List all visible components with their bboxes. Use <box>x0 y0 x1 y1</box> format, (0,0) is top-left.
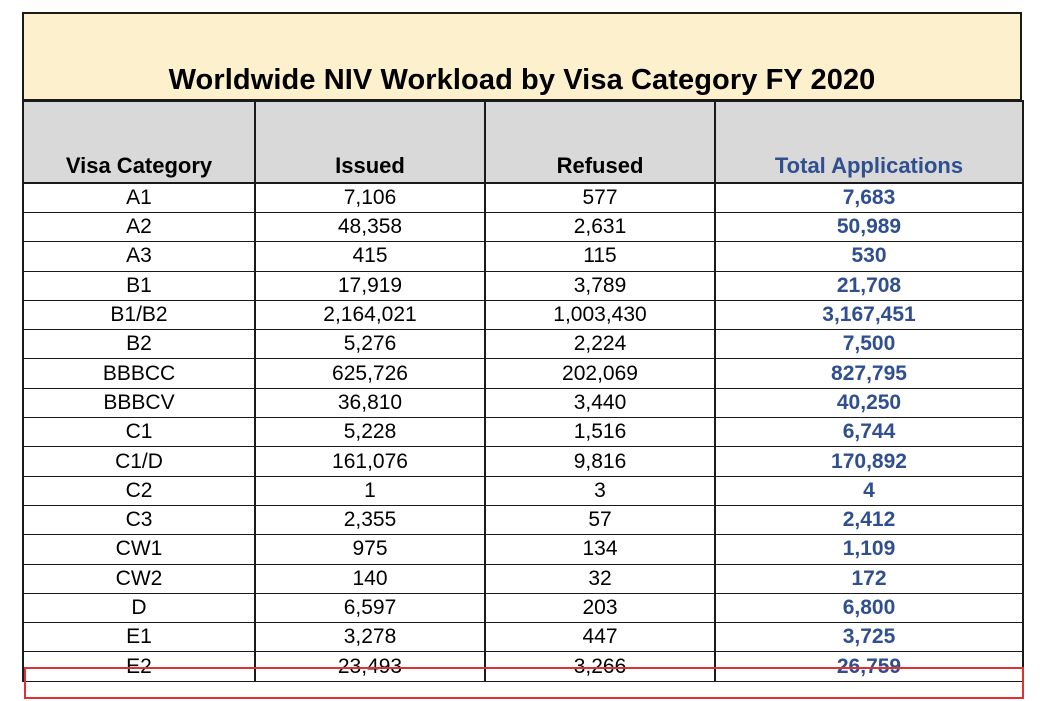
cell-issued: 975 <box>255 535 485 564</box>
cell-issued: 36,810 <box>255 388 485 417</box>
cell-total-applications: 26,759 <box>715 652 1023 681</box>
cell-issued: 3,278 <box>255 623 485 652</box>
cell-refused: 115 <box>485 242 715 271</box>
cell-issued: 7,106 <box>255 183 485 213</box>
table-row <box>23 359 1023 388</box>
cell-refused: 577 <box>485 183 715 213</box>
cell-total-applications: 827,795 <box>715 359 1023 388</box>
cell-issued: 5,276 <box>255 330 485 359</box>
cell-issued: 161,076 <box>255 447 485 476</box>
cell-issued: 6,597 <box>255 593 485 622</box>
cell-issued: 2,164,021 <box>255 300 485 329</box>
cell-total-applications: 3,725 <box>715 623 1023 652</box>
cell-total-applications: 7,500 <box>715 330 1023 359</box>
column-header-total-applications: Total Applications <box>715 101 1023 183</box>
cell-total-applications: 4 <box>715 476 1023 505</box>
table-row <box>23 476 1023 505</box>
cell-visa-category: B1 <box>23 271 255 300</box>
cell-refused: 202,069 <box>485 359 715 388</box>
cell-total-applications: 530 <box>715 242 1023 271</box>
cell-visa-category: A1 <box>23 183 255 213</box>
column-header-issued: Issued <box>255 101 485 183</box>
cell-visa-category: C2 <box>23 476 255 505</box>
cell-visa-category: C3 <box>23 505 255 534</box>
cell-issued: 1 <box>255 476 485 505</box>
table-row <box>23 652 1023 681</box>
cell-visa-category: A3 <box>23 242 255 271</box>
cell-issued: 2,355 <box>255 505 485 534</box>
table-row <box>23 388 1023 417</box>
cell-issued: 140 <box>255 564 485 593</box>
cell-total-applications: 170,892 <box>715 447 1023 476</box>
visa-workload-table <box>22 100 1024 682</box>
title-band <box>22 12 1022 100</box>
cell-visa-category: D <box>23 593 255 622</box>
cell-visa-category: B1/B2 <box>23 300 255 329</box>
cell-total-applications: 1,109 <box>715 535 1023 564</box>
cell-visa-category: BBBCC <box>23 359 255 388</box>
table-row <box>23 535 1023 564</box>
cell-total-applications: 50,989 <box>715 213 1023 242</box>
cell-issued: 415 <box>255 242 485 271</box>
table-row <box>23 593 1023 622</box>
cell-refused: 2,631 <box>485 213 715 242</box>
table-row <box>23 271 1023 300</box>
table-row <box>23 330 1023 359</box>
cell-refused: 9,816 <box>485 447 715 476</box>
cell-total-applications: 7,683 <box>715 183 1023 213</box>
column-header-refused: Refused <box>485 101 715 183</box>
cell-visa-category: C1/D <box>23 447 255 476</box>
cell-visa-category: BBBCV <box>23 388 255 417</box>
cell-visa-category: C1 <box>23 418 255 447</box>
cell-total-applications: 21,708 <box>715 271 1023 300</box>
table-row <box>23 505 1023 534</box>
cell-visa-category: E2 <box>23 652 255 681</box>
cell-refused: 3,440 <box>485 388 715 417</box>
column-header-visa-category: Visa Category <box>23 101 255 183</box>
cell-refused: 1,003,430 <box>485 300 715 329</box>
cell-refused: 134 <box>485 535 715 564</box>
table-row <box>23 564 1023 593</box>
cell-visa-category: B2 <box>23 330 255 359</box>
cell-issued: 625,726 <box>255 359 485 388</box>
cell-refused: 57 <box>485 505 715 534</box>
table-row <box>23 300 1023 329</box>
table-body <box>23 183 1023 681</box>
cell-total-applications: 3,167,451 <box>715 300 1023 329</box>
cell-visa-category: E1 <box>23 623 255 652</box>
spreadsheet <box>22 12 1022 682</box>
cell-refused: 447 <box>485 623 715 652</box>
cell-refused: 32 <box>485 564 715 593</box>
cell-refused: 3,266 <box>485 652 715 681</box>
cell-visa-category: CW1 <box>23 535 255 564</box>
cell-visa-category: CW2 <box>23 564 255 593</box>
cell-issued: 48,358 <box>255 213 485 242</box>
cell-refused: 3,789 <box>485 271 715 300</box>
cell-total-applications: 172 <box>715 564 1023 593</box>
cell-visa-category: A2 <box>23 213 255 242</box>
table-row <box>23 242 1023 271</box>
header-row <box>23 101 1023 183</box>
cell-refused: 203 <box>485 593 715 622</box>
table-row <box>23 418 1023 447</box>
cell-total-applications: 6,800 <box>715 593 1023 622</box>
table-row <box>23 213 1023 242</box>
cell-issued: 17,919 <box>255 271 485 300</box>
cell-total-applications: 6,744 <box>715 418 1023 447</box>
cell-total-applications: 2,412 <box>715 505 1023 534</box>
cell-refused: 3 <box>485 476 715 505</box>
cell-refused: 2,224 <box>485 330 715 359</box>
table-row <box>23 447 1023 476</box>
table-title: Worldwide NIV Workload by Visa Category FY 2020 <box>168 64 876 96</box>
table-row <box>23 623 1023 652</box>
cell-refused: 1,516 <box>485 418 715 447</box>
cell-issued: 5,228 <box>255 418 485 447</box>
cell-issued: 23,493 <box>255 652 485 681</box>
cell-total-applications: 40,250 <box>715 388 1023 417</box>
table-row <box>23 183 1023 213</box>
